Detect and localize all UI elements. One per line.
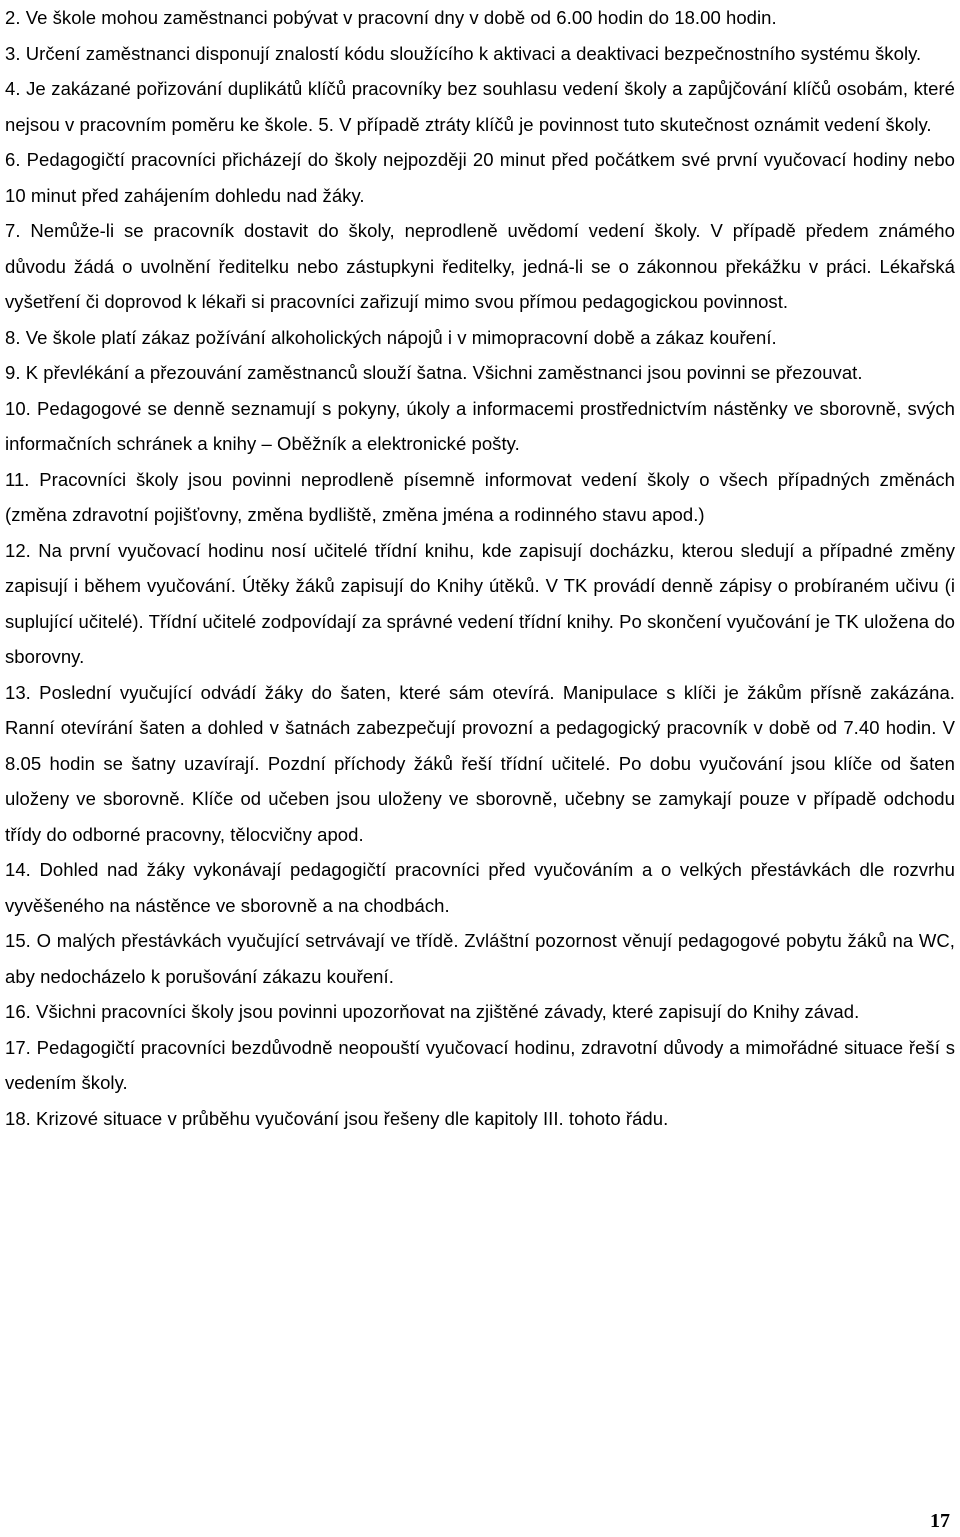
paragraph-item-17: 17. Pedagogičtí pracovníci bezdůvodně neopouští vyučovací hodinu, zdravotní důvody a mimořádné situace řeší s vedením školy. — [5, 1036, 955, 1093]
paragraph-item-18: 18. Krizové situace v průběhu vyučování jsou řešeny dle kapitoly III. tohoto řádu. — [5, 1107, 669, 1129]
paragraph-item-9: 9. K převlékání a přezouvání zaměstnanců slouží šatna. Všichni zaměstnanci jsou povinni se přezouvat. — [5, 362, 863, 383]
paragraph-item-12: 12. Na první vyučovací hodinu nosí učitelé třídní knihu, kde zapisují docházku, kterou sledují a případné změny zapisují i během vyučování. Útěky žáků zapisují do Knihy útěků. V TK provádí denně zápisy o probíraném učivu (i suplující učitelé). Třídní učitelé zodpovídají za správné vedení třídní knihy. Po skončení vyučování je TK uložena do sborovny. — [5, 539, 955, 667]
paragraph-item-14: 14. Dohled nad žáky vykonávají pedagogičtí pracovníci před vyučováním a o velkých přestávkách dle rozvrhu vyvěšeného na nástěnce ve sborovně a na chodbách. — [5, 859, 955, 916]
paragraph-item-11: 11. Pracovníci školy jsou povinni neprodleně písemně informovat vedení školy o všech případných změnách (změna zdravotní pojišťovny, změna bydliště, změna jména a rodinného stavu apod.) — [5, 468, 955, 525]
paragraph-item-15: 15. O malých přestávkách vyučující setrvávají ve třídě. Zvláštní pozornost věnují pedagogové pobytu žáků na WC, aby nedocházelo k porušování zákazu kouření. — [5, 930, 955, 987]
paragraph-item-4-5: 4. Je zakázané pořizování duplikátů klíčů pracovníky bez souhlasu vedení školy a zapůjčování klíčů osobám, které nejsou v pracovním poměru ke škole. 5. V případě ztráty klíčů je povinnost tuto skutečnost oznámit vedení školy. — [5, 78, 955, 135]
page-number: 17 — [930, 1510, 950, 1532]
paragraph-item-10: 10. Pedagogové se denně seznamují s pokyny, úkoly a informacemi prostřednictvím nástěnky ve sborovně, svých informačních schránek a knihy – Oběžník a elektronické pošty. — [5, 397, 955, 454]
paragraph-item-2: 2. Ve škole mohou zaměstnanci pobývat v pracovní dny v době od 6.00 hodin do 18.00 hodin. — [5, 7, 777, 28]
paragraph-item-3: 3. Určení zaměstnanci disponují znalostí kódu sloužícího k aktivaci a deaktivaci bezpečnostního systému školy. — [5, 42, 922, 64]
paragraph-item-8: 8. Ve škole platí zákaz požívání alkoholických nápojů i v mimopracovní době a zákaz kouření. — [5, 326, 777, 348]
paragraph-item-7: 7. Nemůže-li se pracovník dostavit do školy, neprodleně uvědomí vedení školy. V případě předem známého důvodu žádá o uvolnění ředitelku nebo zástupkyni ředitelky, jedná-li se o zákonnou překážku v práci. Lékařská vyšetření či doprovod k lékaři si pracovníci zařizují mimo svou přímou pedagogickou povinnost. — [5, 220, 955, 312]
paragraph-item-16: 16. Všichni pracovníci školy jsou povinni upozorňovat na zjištěné závady, které zapisují do Knihy závad. — [5, 1001, 860, 1022]
paragraph-item-13: 13. Poslední vyučující odvádí žáky do šaten, které sám otevírá. Manipulace s klíči je žákům přísně zakázána. Ranní otevírání šaten a dohled v šatnách zabezpečují provozní a pedagogický pracovník v době od 7.40 hodin. V 8.05 hodin se šatny uzavírají. Pozdní příchody žáků řeší třídní učitelé. Po dobu vyučování jsou klíče od šaten uloženy ve sborovně. Klíče od učeben jsou uloženy ve sborovně, učebny se zamykají pouze v případě odchodu třídy do odborné pracovny, tělocvičny apod. — [5, 681, 955, 845]
paragraph-item-6: 6. Pedagogičtí pracovníci přicházejí do školy nejpozději 20 minut před počátkem své první vyučovací hodiny nebo 10 minut před zahájením dohledu nad žáky. — [5, 149, 955, 206]
document-body — [5, 0, 955, 1136]
